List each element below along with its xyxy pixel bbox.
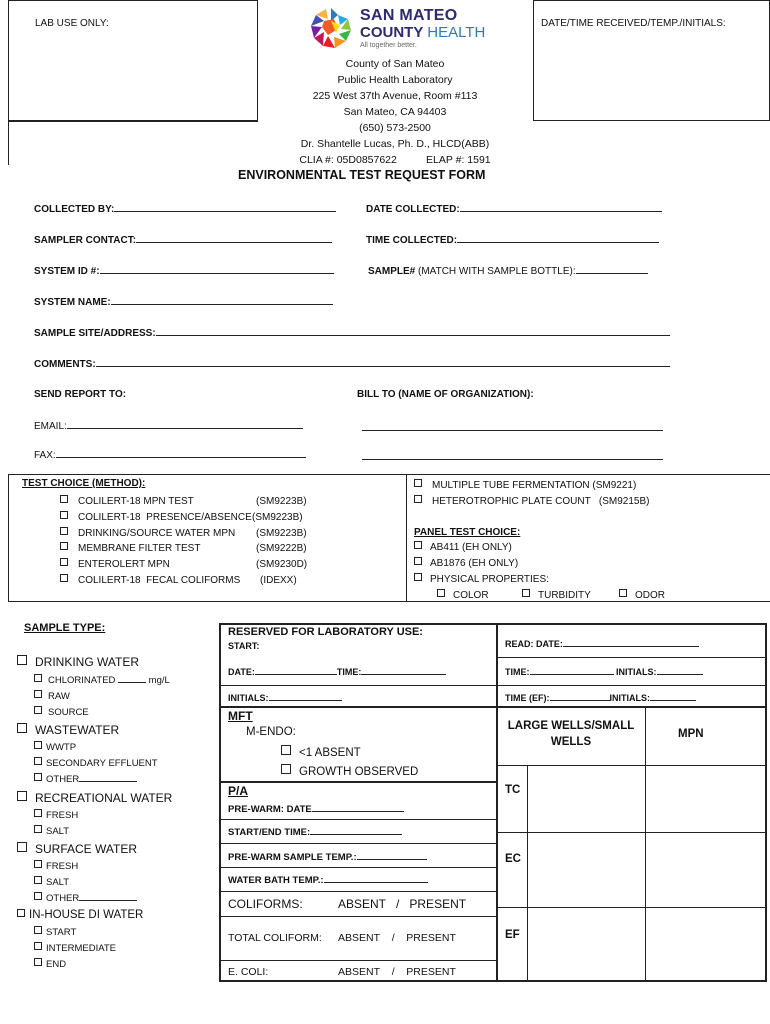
read-time-row[interactable]: TIME: INITIALS: [505,666,703,677]
address-line: San Mateo, CA 94403 [343,106,447,118]
sample-number-label: SAMPLE# [368,266,416,277]
checkbox-icon[interactable] [619,589,627,597]
lab-use-only-box [8,0,258,121]
date-collected-field[interactable] [366,203,662,215]
mft-absent-option[interactable]: <1 ABSENT [281,745,361,759]
sample-type-heading: SAMPLE TYPE: [24,622,106,634]
system-name-field[interactable] [34,296,333,308]
form-title: ENVIRONMENTAL TEST REQUEST FORM [238,168,486,182]
address-line: County of San Mateo [345,58,445,70]
checkbox-icon[interactable] [414,495,422,503]
checkbox-icon[interactable] [34,741,42,749]
address-line: 225 West 37th Avenue, Room #113 [312,90,478,102]
sample-type-secondary[interactable]: SECONDARY EFFLUENT [17,757,172,773]
tc-row-label: TC [505,784,521,796]
sample-type-fresh-surf[interactable]: FRESH [17,860,172,876]
logo-health: HEALTH [427,24,486,41]
logo-county: COUNTY [360,24,424,41]
lab-left-line-1 [221,685,496,686]
water-bath-row[interactable]: WATER BATH TEMP.: [228,874,428,886]
sample-type-list [17,655,172,974]
prewarm-temp-row[interactable]: PRE-WARM SAMPLE TEMP.: [228,851,427,863]
sampler-contact-label: SAMPLER CONTACT: [34,235,137,246]
header-divider-left [8,121,258,122]
test-choice-right-list [414,478,665,604]
checkbox-icon[interactable] [414,479,422,487]
checkbox-icon[interactable] [34,825,42,833]
mft-heading: MFT [228,709,253,723]
checkbox-icon[interactable] [60,511,68,519]
reserved-label: RESERVED FOR LABORATORY USE: [228,626,423,638]
test-option-mtf[interactable]: MULTIPLE TUBE FERMENTATION (SM9221) [414,478,665,494]
panel-option-physical[interactable]: PHYSICAL PROPERTIES: [414,572,665,588]
checkbox-icon[interactable] [437,589,445,597]
lab-left-line-3 [221,781,496,783]
sample-type-drinking[interactable]: DRINKING WATER [17,655,172,674]
panel-option-ab1876[interactable]: AB1876 (EH ONLY) [414,556,665,572]
physical-options [414,588,665,604]
sample-number-field[interactable] [368,265,648,277]
panel-option-ab411[interactable]: AB411 (EH ONLY) [414,540,665,556]
mendo-label: M-ENDO: [246,726,296,738]
checkbox-icon[interactable] [34,809,42,817]
sample-type-salt-rec[interactable]: SALT [17,825,172,842]
email-field[interactable] [34,420,303,432]
collected-by-field[interactable] [34,203,336,215]
county-logo [308,5,488,51]
lab-left-line-6 [221,867,496,868]
collected-by-label: COLLECTED BY: [34,204,115,215]
sample-number-note: (MATCH WITH SAMPLE BOTTLE): [418,266,576,277]
test-choice-left-list [60,494,307,589]
large-small-wells-header: LARGE WELLS/SMALL WELLS [507,720,635,748]
system-name-label: SYSTEM NAME: [34,297,111,308]
lab-table-vdivider [496,623,498,982]
lab-use-only-label: LAB USE ONLY: [35,18,109,29]
sample-type-raw[interactable]: RAW [17,690,172,706]
checkbox-icon[interactable] [17,791,27,801]
checkbox-icon[interactable] [34,860,42,868]
ecoli-row[interactable]: E. COLI: ABSENT / PRESENT [228,966,456,978]
lab-left-line-8 [221,916,496,917]
system-id-label: SYSTEM ID #: [34,266,100,277]
address-line: CLIA #: 05D0857622 ELAP #: 1591 [299,154,491,166]
checkbox-icon[interactable] [34,674,42,682]
checkbox-icon[interactable] [17,842,27,852]
checkbox-icon[interactable] [34,706,42,714]
checkbox-icon[interactable] [34,926,42,934]
checkbox-icon[interactable] [17,723,27,733]
checkbox-icon[interactable] [34,892,42,900]
test-option-colilert-pa[interactable]: COLILERT-18 PRESENCE/ABSENCE(SM9223B) [60,510,307,526]
checkbox-icon[interactable] [17,655,27,665]
lab-left-line-5 [221,843,496,844]
lab-left-line-2 [221,706,496,708]
date-collected-label: DATE COLLECTED: [366,204,460,215]
sample-type-start[interactable]: START [17,926,172,942]
lab-address [245,56,545,168]
test-option-membrane[interactable]: MEMBRANE FILTER TEST (SM9222B) [60,541,307,557]
panel-test-heading: PANEL TEST CHOICE: [414,526,521,538]
sample-type-intermediate[interactable]: INTERMEDIATE [17,942,172,958]
bill-to-label: BILL TO (NAME OF ORGANIZATION): [357,389,534,400]
checkbox-icon[interactable] [34,690,42,698]
sample-site-label: SAMPLE SITE/ADDRESS: [34,328,156,339]
date-received-box [533,0,770,121]
total-coliform-row[interactable]: TOTAL COLIFORM: ABSENT / PRESENT [228,932,456,944]
lab-start-label: START: [228,641,260,651]
bill-to-line-2[interactable] [362,459,663,460]
test-option-hpc[interactable]: HETEROTROPHIC PLATE COUNT (SM9215B) [414,494,665,510]
test-option-enterolert[interactable]: ENTEROLERT MPN (SM9230D) [60,557,307,573]
email-label: EMAIL: [34,421,67,432]
lab-right-line-1 [497,657,765,658]
checkbox-icon[interactable] [17,909,25,917]
physical-option-odor[interactable]: ODOR [619,590,665,601]
start-end-time-row[interactable]: START/END TIME: [228,826,402,838]
mft-growth-option[interactable]: GROWTH OBSERVED [281,764,418,778]
lab-right-line-2 [497,685,765,686]
test-choice-heading: TEST CHOICE (METHOD): [22,478,146,489]
address-line: Dr. Shantelle Lucas, Ph. D., HLCD(ABB) [300,138,490,150]
sample-type-wwtp[interactable]: WWTP [17,741,172,757]
checkbox-icon[interactable] [34,876,42,884]
sample-type-fresh-rec[interactable]: FRESH [17,809,172,825]
test-option-drinking-mpn[interactable]: DRINKING/SOURCE WATER MPN (SM9223B) [60,526,307,542]
sample-type-chlorinated[interactable]: CHLORINATED mg/L [17,674,172,690]
test-choice-divider [406,474,407,602]
sampler-contact-field[interactable] [34,234,332,246]
address-line: (650) 573-2500 [359,122,431,134]
coliforms-row[interactable]: COLIFORMS: ABSENT / PRESENT [228,897,467,911]
lab-left-line-7 [221,891,496,892]
address-line: Public Health Laboratory [337,74,453,86]
checkbox-icon[interactable] [34,942,42,950]
checkbox-icon[interactable] [60,527,68,535]
time-ef-row[interactable]: TIME (EF): INITIALS: [505,692,696,703]
checkbox-icon[interactable] [60,495,68,503]
sample-site-field[interactable] [34,327,670,339]
sample-type-other-surf[interactable]: OTHER [17,892,172,909]
checkbox-icon[interactable] [34,773,42,781]
lab-initials-row[interactable]: INITIALS: [228,692,342,703]
checkbox-icon[interactable] [414,557,422,565]
read-date-row[interactable]: READ: DATE: [505,638,699,649]
checkbox-icon[interactable] [414,541,422,549]
logo-text-line1: SAN MATEO [360,7,458,24]
send-report-to-label: SEND REPORT TO: [34,389,127,400]
checkbox-icon[interactable] [60,542,68,550]
mpn-grid-h2 [497,832,765,833]
checkbox-icon[interactable] [60,574,68,582]
mpn-header: MPN [678,728,704,740]
lab-left-line-4 [221,819,496,820]
mpn-grid-h1 [497,765,765,766]
physical-option-turbidity[interactable]: TURBIDITY [522,588,619,604]
sample-type-recreational[interactable]: RECREATIONAL WATER [17,791,172,809]
system-id-field[interactable] [34,265,334,277]
mpn-grid-v1 [527,765,528,982]
physical-option-color[interactable]: COLOR [437,588,522,604]
fax-label: FAX: [34,450,56,461]
sample-type-surface[interactable]: SURFACE WATER [17,842,172,860]
bill-to-line-1[interactable] [362,430,663,431]
sample-type-wastewater[interactable]: WASTEWATER [17,723,172,741]
mpn-grid-v2 [645,707,646,982]
date-received-label: DATE/TIME RECEIVED/TEMP./INITIALS: [541,18,726,29]
logo-text-line2 [360,24,485,41]
logo-mark-icon [308,5,354,51]
lab-left-line-9 [221,960,496,961]
checkbox-icon[interactable] [414,573,422,581]
logo-tagline: All together better. [360,42,417,49]
test-option-colilert-mpn[interactable]: COLILERT-18 MPN TEST (SM9223B) [60,494,307,510]
time-collected-field[interactable] [366,234,659,246]
fax-field[interactable] [34,449,306,461]
sample-type-end[interactable]: END [17,958,172,974]
ec-row-label: EC [505,853,521,865]
comments-label: COMMENTS: [34,359,96,370]
checkbox-icon[interactable] [522,589,530,597]
pa-heading: P/A [228,784,249,798]
test-option-fecal[interactable]: COLILERT-18 FECAL COLIFORMS (IDEXX) [60,573,307,589]
comments-field[interactable] [34,358,670,370]
lab-date-time-row[interactable]: DATE: TIME: [228,666,446,677]
checkbox-icon[interactable] [34,757,42,765]
checkbox-icon[interactable] [281,745,291,755]
sample-type-salt-surf[interactable]: SALT [17,876,172,892]
mpn-grid-h3 [497,907,765,908]
sample-type-inhouse[interactable]: IN-HOUSE DI WATER [17,909,172,926]
sample-type-other-ww[interactable]: OTHER [17,773,172,791]
checkbox-icon[interactable] [34,958,42,966]
header-left-edge [8,121,9,165]
checkbox-icon[interactable] [281,764,291,774]
sample-type-source[interactable]: SOURCE [17,706,172,723]
lab-right-line-3 [497,706,765,708]
ef-row-label: EF [505,929,520,941]
time-collected-label: TIME COLLECTED: [366,235,458,246]
checkbox-icon[interactable] [60,558,68,566]
prewarm-date-row[interactable]: PRE-WARM: DATE [228,803,404,815]
